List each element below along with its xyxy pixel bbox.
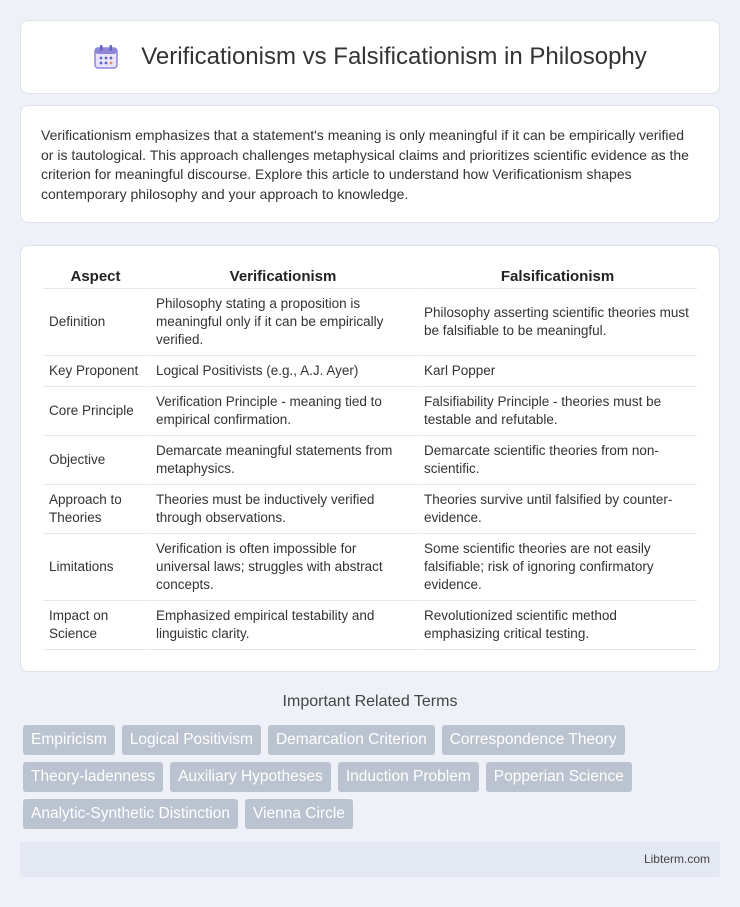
header-falsificationism: Falsificationism <box>418 264 697 289</box>
tag-demarcation-criterion[interactable]: Demarcation Criterion <box>268 725 435 755</box>
tag-theory-ladenness[interactable]: Theory-ladenness <box>23 762 163 792</box>
title-card <box>20 20 720 94</box>
related-terms-list <box>23 725 713 836</box>
row-falsificationism: Philosophy asserting scientific theories must be falsifiable to be meaningful. <box>418 289 697 356</box>
row-aspect: Limitations <box>43 534 150 601</box>
tag-row <box>23 762 713 792</box>
row-falsificationism: Some scientific theories are not easily falsifiable; risk of ignoring confirmatory evidence. <box>418 534 697 601</box>
row-aspect: Core Principle <box>43 387 150 436</box>
table-row <box>43 534 697 601</box>
tag-row <box>23 799 713 829</box>
tag-induction-problem[interactable]: Induction Problem <box>338 762 479 792</box>
page-title: Verificationism vs Falsificationism in Philosophy <box>141 43 647 70</box>
comparison-table-card <box>20 245 720 672</box>
row-verificationism: Emphasized empirical testability and linguistic clarity. <box>150 601 418 650</box>
footer <box>20 842 720 877</box>
row-verificationism: Logical Positivists (e.g., A.J. Ayer) <box>150 356 418 387</box>
row-falsificationism: Demarcate scientific theories from non-scientific. <box>418 436 697 485</box>
table-row <box>43 289 697 356</box>
table-row <box>43 387 697 436</box>
row-falsificationism: Falsifiability Principle - theories must be testable and refutable. <box>418 387 697 436</box>
tag-correspondence-theory[interactable]: Correspondence Theory <box>442 725 625 755</box>
table-row <box>43 485 697 534</box>
table-header-row <box>43 264 697 289</box>
table-row <box>43 601 697 650</box>
tag-logical-positivism[interactable]: Logical Positivism <box>122 725 261 755</box>
row-verificationism: Verification Principle - meaning tied to empirical confirmation. <box>150 387 418 436</box>
row-falsificationism: Karl Popper <box>418 356 697 387</box>
row-verificationism: Demarcate meaningful statements from metaphysics. <box>150 436 418 485</box>
table-row <box>43 356 697 387</box>
tag-analytic-synthetic-distinction[interactable]: Analytic-Synthetic Distinction <box>23 799 238 829</box>
footer-site-link[interactable]: Libterm.com <box>643 852 710 866</box>
row-falsificationism: Revolutionized scientific method emphasizing critical testing. <box>418 601 697 650</box>
row-verificationism: Theories must be inductively verified through observations. <box>150 485 418 534</box>
tag-popperian-science[interactable]: Popperian Science <box>486 762 632 792</box>
calendar-icon <box>93 44 119 70</box>
row-aspect: Definition <box>43 289 150 356</box>
row-aspect: Approach to Theories <box>43 485 150 534</box>
comparison-table <box>43 264 697 650</box>
header-aspect: Aspect <box>43 264 150 289</box>
row-falsificationism: Theories survive until falsified by counter-evidence. <box>418 485 697 534</box>
intro-card <box>20 105 720 223</box>
row-verificationism: Verification is often impossible for universal laws; struggles with abstract concepts. <box>150 534 418 601</box>
row-aspect: Key Proponent <box>43 356 150 387</box>
tag-empiricism[interactable]: Empiricism <box>23 725 115 755</box>
related-terms-title: Important Related Terms <box>282 693 458 710</box>
intro-text: Verificationism emphasizes that a statement's meaning is only meaningful if it can be empirically verified or is tautological. This approach challenges metaphysical claims and prioritizes scientific evidence as the criterion for meaningful discourse. Explore this article to understand how Verificationism shapes contemporary philosophy and your approach to knowledge. <box>41 127 689 202</box>
tag-auxiliary-hypotheses[interactable]: Auxiliary Hypotheses <box>170 762 331 792</box>
row-verificationism: Philosophy stating a proposition is meaningful only if it can be empirically verified. <box>150 289 418 356</box>
tag-vienna-circle[interactable]: Vienna Circle <box>245 799 353 829</box>
row-aspect: Impact on Science <box>43 601 150 650</box>
tag-row <box>23 725 713 755</box>
header-verificationism: Verificationism <box>150 264 418 289</box>
table-row <box>43 436 697 485</box>
row-aspect: Objective <box>43 436 150 485</box>
